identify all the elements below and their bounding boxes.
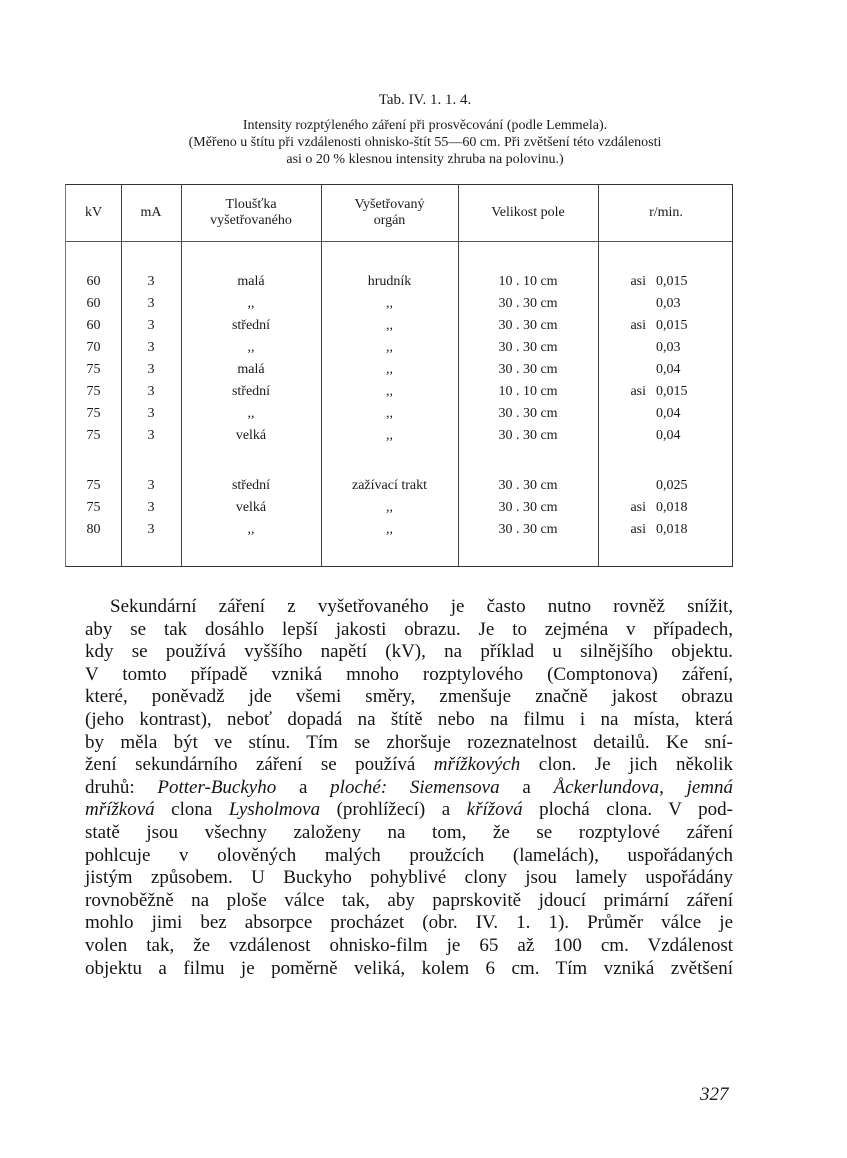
text-line — [110, 596, 733, 618]
cell-field-size: 30 . 30 cm — [498, 500, 558, 515]
text-line — [85, 912, 733, 934]
cell-ma: 3 — [147, 362, 155, 377]
italic-term: Åckerlundova, jemná — [553, 776, 734, 798]
table-row — [66, 337, 732, 359]
header-ma — [121, 185, 181, 241]
text-run: volen tak, že vzdálenost ohnisko-film je 65 až 100 cm. Vzdálenost — [85, 935, 733, 956]
text-run: a — [499, 776, 554, 798]
header-thickness-line2: vyšetřovaného — [210, 213, 292, 228]
text-line — [85, 641, 733, 663]
text-run: a — [276, 776, 331, 798]
text-line — [85, 686, 733, 708]
text-line — [85, 709, 733, 731]
text-run: aby se tak dosáhlo lepší jakosti obrazu. Je to zejména v případech, — [85, 618, 733, 640]
cell-rate: 0,018 — [656, 522, 688, 537]
text-run: (prohlížecí) a — [320, 799, 467, 821]
table-row — [66, 403, 732, 425]
italic-term: Lysholmova — [228, 799, 321, 821]
text-run: Sekundární záření z vyšetřovaného je často nutno rovněž snížit, — [110, 596, 733, 617]
text-run: by měla být ve stínu. Tím se zhoršuje rozeznatelnost detailů. Ke sní- — [85, 731, 733, 753]
text-run: V tomto případě vzniká mnoho rozptylového (Comptonova) záření, — [85, 663, 733, 685]
cell-thickness: střední — [231, 318, 271, 333]
cell-kv: 70 — [86, 340, 101, 355]
cell-thickness: ,, — [247, 522, 255, 537]
table-caption-line-1: Intensity rozptýleného záření při prosvěcování (podle Lemmela). — [242, 118, 608, 133]
text-run: kdy se používá vyššího napětí (kV), na příklad u silnějšího objektu. — [85, 641, 733, 663]
table-caption-line-2: (Měřeno u štítu při vzdálenosti ohnisko-štít 55—60 cm. Při zvětšení této vzdálenosti — [188, 135, 662, 150]
cell-approx — [606, 359, 646, 381]
text-line — [85, 845, 733, 867]
cell-field-size: 30 . 30 cm — [498, 340, 558, 355]
cell-approx — [606, 475, 646, 497]
table-row — [66, 359, 732, 381]
cell-ma: 3 — [147, 406, 155, 421]
cell-rate: 0,018 — [656, 500, 688, 515]
text-run: (jeho kontrast), neboť dopadá na štítě nebo na filmu i na místa, která — [85, 709, 733, 730]
cell-field-size: 10 . 10 cm — [498, 384, 558, 399]
text-run: pohlcuje v olověných malých proužcích (lamelách), uspořádaných — [85, 844, 733, 866]
cell-rate: 0,04 — [656, 428, 681, 443]
cell-thickness: ,, — [247, 340, 255, 355]
text-run: jistým způsobem. U Buckyho pohyblivé clony jsou lamely uspořádány — [85, 867, 733, 889]
header-thickness-line1: Tloušťka — [225, 197, 277, 212]
cell-rate: 0,03 — [656, 296, 681, 311]
cell-field-size: 30 . 30 cm — [498, 296, 558, 311]
cell-approx: asi — [630, 500, 646, 515]
cell-organ: ,, — [386, 428, 393, 443]
cell-field-size: 30 . 30 cm — [498, 428, 558, 443]
text-line — [85, 935, 733, 957]
text-run: clon. Je jich několik — [520, 754, 733, 776]
text-line — [85, 958, 733, 980]
cell-organ: ,, — [386, 500, 393, 515]
cell-field-size: 30 . 30 cm — [498, 318, 558, 333]
cell-approx — [606, 337, 646, 359]
cell-rate: 0,015 — [656, 318, 688, 333]
text-run: které, poněvadž jde všemi směry, zmenšuje značně jakost obrazu — [85, 686, 733, 708]
cell-thickness: malá — [237, 362, 265, 377]
cell-rate: 0,025 — [656, 478, 688, 493]
cell-field-size: 30 . 30 cm — [498, 406, 558, 421]
header-organ-line1: Vyšetřovaný — [354, 197, 425, 212]
header-organ-line2: orgán — [373, 213, 406, 228]
text-line — [85, 732, 733, 754]
cell-kv: 75 — [86, 406, 101, 421]
cell-ma: 3 — [147, 296, 155, 311]
cell-kv: 75 — [86, 384, 101, 399]
cell-kv: 60 — [86, 274, 101, 289]
text-line — [85, 867, 733, 889]
cell-approx — [606, 293, 646, 315]
cell-rate: 0,04 — [656, 362, 681, 377]
header-thickness — [181, 185, 321, 241]
data-table — [65, 184, 733, 567]
cell-kv: 75 — [86, 500, 101, 515]
cell-kv: 60 — [86, 318, 101, 333]
header-kv — [66, 185, 121, 241]
cell-field-size: 30 . 30 cm — [498, 362, 558, 377]
cell-approx: asi — [630, 522, 646, 537]
cell-approx — [606, 403, 646, 425]
cell-approx — [606, 425, 646, 447]
text-run: žení sekundárního záření se používá — [85, 754, 434, 776]
text-run: clona — [154, 799, 229, 821]
cell-organ: ,, — [386, 522, 393, 537]
italic-term: Potter-Buckyho — [157, 776, 277, 798]
cell-kv: 80 — [86, 522, 101, 537]
header-rule — [66, 241, 732, 242]
header-field-size — [458, 185, 598, 241]
cell-field-size: 10 . 10 cm — [498, 274, 558, 289]
cell-approx: asi — [630, 384, 646, 399]
header-field-size-label: Velikost pole — [491, 205, 565, 220]
cell-ma: 3 — [147, 428, 155, 443]
text-line — [85, 664, 733, 686]
cell-rate: 0,04 — [656, 406, 681, 421]
cell-approx: asi — [630, 318, 646, 333]
italic-term: mřížková — [85, 799, 155, 821]
table-row — [66, 271, 732, 293]
cell-ma: 3 — [147, 384, 155, 399]
cell-thickness: malá — [237, 274, 265, 289]
cell-ma: 3 — [147, 340, 155, 355]
cell-organ: ,, — [386, 296, 393, 311]
cell-kv: 60 — [86, 296, 101, 311]
italic-term: ploché: Siemensova — [330, 776, 500, 798]
cell-rate: 0,015 — [656, 274, 688, 289]
cell-ma: 3 — [147, 318, 155, 333]
cell-organ: ,, — [386, 384, 393, 399]
table-row — [66, 293, 732, 315]
cell-organ: ,, — [386, 318, 393, 333]
cell-organ: ,, — [386, 340, 393, 355]
text-run: rovnoběžně na ploše válce tak, aby paprskovitě jdoucí primární záření — [85, 889, 733, 911]
text-line — [85, 619, 733, 641]
cell-organ: zažívací trakt — [351, 478, 427, 493]
cell-thickness: velká — [235, 500, 267, 515]
table-row — [66, 425, 732, 447]
cell-thickness: střední — [231, 384, 271, 399]
cell-field-size: 30 . 30 cm — [498, 522, 558, 537]
cell-ma: 3 — [147, 274, 155, 289]
cell-ma: 3 — [147, 500, 155, 515]
cell-thickness: střední — [231, 478, 271, 493]
header-organ — [321, 185, 458, 241]
table-row — [66, 519, 732, 541]
cell-organ: ,, — [386, 406, 393, 421]
text-line — [85, 890, 733, 912]
header-rate — [598, 185, 734, 241]
cell-rate: 0,03 — [656, 340, 681, 355]
cell-organ: hrudník — [367, 274, 412, 289]
header-ma-label: mA — [140, 205, 162, 220]
page-number: 327 — [700, 1084, 729, 1105]
cell-field-size: 30 . 30 cm — [498, 478, 558, 493]
text-run: objektu a filmu je poměrně veliká, kolem 6 cm. Tím vzniká zvětšení — [85, 957, 733, 979]
table-caption-title: Tab. IV. 1. 1. 4. — [378, 92, 472, 108]
cell-thickness: ,, — [247, 406, 255, 421]
cell-thickness: ,, — [247, 296, 255, 311]
text-run: statě jsou všechny založeny na tom, že se rozptylové záření — [85, 822, 733, 843]
cell-kv: 75 — [86, 478, 101, 493]
cell-kv: 75 — [86, 362, 101, 377]
cell-ma: 3 — [147, 522, 155, 537]
cell-thickness: velká — [235, 428, 267, 443]
header-kv-label: kV — [84, 205, 103, 220]
table-row — [66, 315, 732, 337]
text-run: mohlo jimi bez absorpce procházet (obr. IV. 1. 1). Průměr válce je — [85, 912, 733, 934]
cell-ma: 3 — [147, 478, 155, 493]
table-row — [66, 497, 732, 519]
text-line — [85, 822, 733, 844]
text-run: druhů: — [85, 776, 158, 798]
italic-term: mřížkových — [433, 754, 521, 776]
cell-approx: asi — [630, 274, 646, 289]
text-run: plochá clona. V pod- — [522, 799, 733, 821]
text-line — [85, 777, 733, 799]
text-line — [85, 799, 733, 821]
table-row — [66, 475, 732, 497]
table-caption-line-3: asi o 20 % klesnou intensity zhruba na polovinu.) — [286, 152, 564, 167]
table-row — [66, 381, 732, 403]
italic-term: křížová — [466, 799, 523, 821]
cell-kv: 75 — [86, 428, 101, 443]
header-rate-label: r/min. — [649, 205, 683, 220]
cell-rate: 0,015 — [656, 384, 688, 399]
text-line — [85, 754, 733, 776]
cell-organ: ,, — [386, 362, 393, 377]
